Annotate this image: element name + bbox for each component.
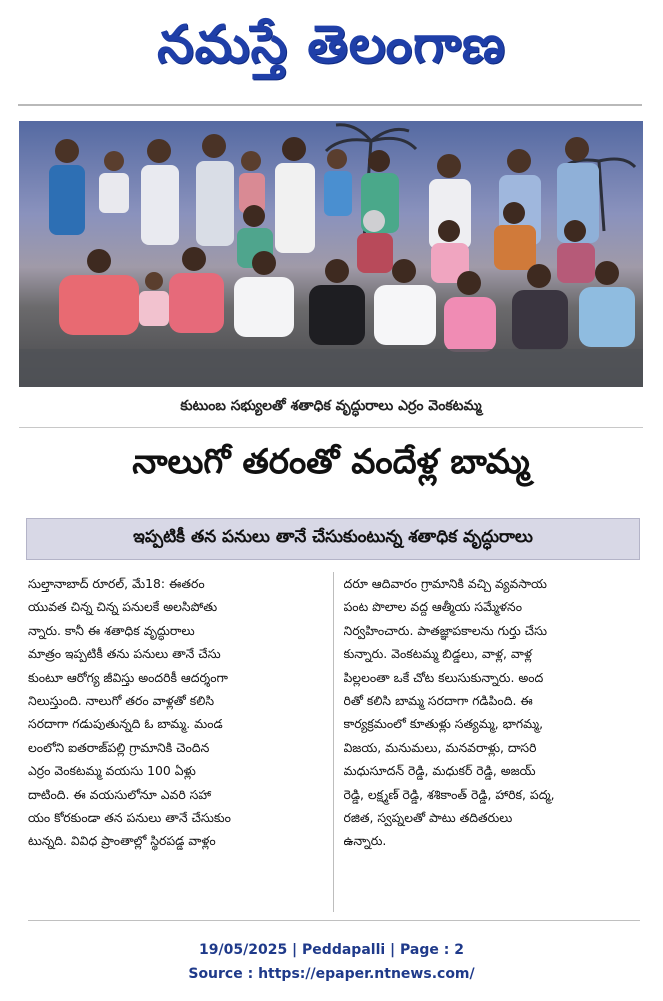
- article-line: కార్యక్రమంలో కూతుళ్లు సత్యమ్మ, భాగమ్మ,: [343, 716, 544, 732]
- caption-divider: [19, 427, 643, 428]
- article-line: మాత్రం ఇప్పటికీ తను పనులు తానే చేసు: [28, 646, 221, 662]
- article-line: రితో కలిసి బామ్మ సరదాగా గడిపింది. ఈ: [343, 693, 533, 709]
- article-line: దరూ ఆదివారం గ్రామానికి వచ్చి వ్యవసాయ: [343, 576, 547, 591]
- article-line: కుంటూ ఆరోగ్య జీవిస్తు అందరికీ ఆదర్శంగా: [28, 669, 228, 685]
- group-photo-icon: [19, 121, 643, 387]
- article-column-right: [334, 572, 641, 912]
- footer-divider: [28, 920, 640, 921]
- article-line: రజిత, స్వప్నలతో పాటు తదితరులు: [343, 810, 513, 826]
- article-line: నిర్వహించారు. పాతజ్ఞాపకాలను గుర్తు చేసు: [343, 622, 548, 638]
- article-line: యం కోరకుండా తన పనులు తానే చేసుకుం: [28, 810, 231, 826]
- article-body: [28, 572, 640, 912]
- article-line: సుల్తానాబాద్ రూరల్, మే18: ఈతరం: [28, 576, 205, 591]
- article-line: న్నారు. కానీ ఈ శతాధిక వృద్ధురాలు: [28, 622, 195, 638]
- photo-caption: కుటుంబ సభ్యులతో శతాధిక వృద్ధురాలు ఎర్రం వెంకటమ్మ: [180, 398, 482, 414]
- article-line: రెడ్డి, లక్ష్మణ్ రెడ్డి, శశికాంత్ రెడ్డి, హారిక, పద్మ,: [343, 786, 555, 802]
- article-line: సరదాగా గడుపుతున్నది ఓ బామ్మ. మండ: [28, 716, 223, 732]
- group-photo: [19, 121, 643, 387]
- article-column-left: [28, 572, 334, 912]
- article-line: దాటింది. ఈ వయసులోనూ ఎవరి సహా: [28, 786, 212, 802]
- article-line: యువత చిన్న చిన్న పనులకే అలసిపోతు: [28, 599, 218, 615]
- article-line: పిల్లలంతా ఒకే చోట కలుసుకున్నారు. అంద: [343, 669, 544, 685]
- article-line: పంట పొలాల వద్ద ఆత్మీయ సమ్మేళనం: [343, 599, 523, 615]
- article-line: లంలోని ఐతరాజ్‌పల్లి గ్రామానికి చెందిన: [28, 739, 210, 755]
- masthead-divider: [18, 104, 642, 106]
- masthead: [0, 6, 663, 96]
- newspaper-logo: నమస్తే తెలంగాణ: [157, 14, 506, 75]
- article-line: కున్నారు. వెంకటమ్మ బిడ్డలు, వాళ్ల, వాళ్ల: [343, 646, 533, 662]
- edition-info: 19/05/2025 | Peddapalli | Page : 2: [199, 942, 464, 958]
- article-line: నిలుస్తుంది. నాలుగో తరం వాళ్లతో కలిసి: [28, 693, 215, 709]
- article-line: ఎర్రం వెంకటమ్మ వయసు 100 ఏళ్లు: [28, 763, 196, 779]
- article-line: టున్నది. వివిధ ప్రాంతాల్లో స్థిరపడ్డ వాళ్లం: [28, 833, 216, 849]
- source-link[interactable]: Source : https://epaper.ntnews.com/: [188, 966, 475, 982]
- page-footer: [0, 938, 663, 986]
- article-subheadline: ఇప్పటికీ తన పనులు తానే చేసుకుంటున్న శతాధిక వృద్ధురాలు: [26, 518, 640, 560]
- article-line: విజయ, మనుమలు, మనవరాళ్లు, దాసరి: [343, 739, 537, 755]
- article-line: ఉన్నారు.: [343, 833, 387, 849]
- article-headline: నాలుగో తరంతో వందేళ్ల బామ్మ: [132, 442, 530, 482]
- article-line: మధుసూదన్ రెడ్డి, మధుకర్ రెడ్డి, అజయ్: [343, 763, 536, 779]
